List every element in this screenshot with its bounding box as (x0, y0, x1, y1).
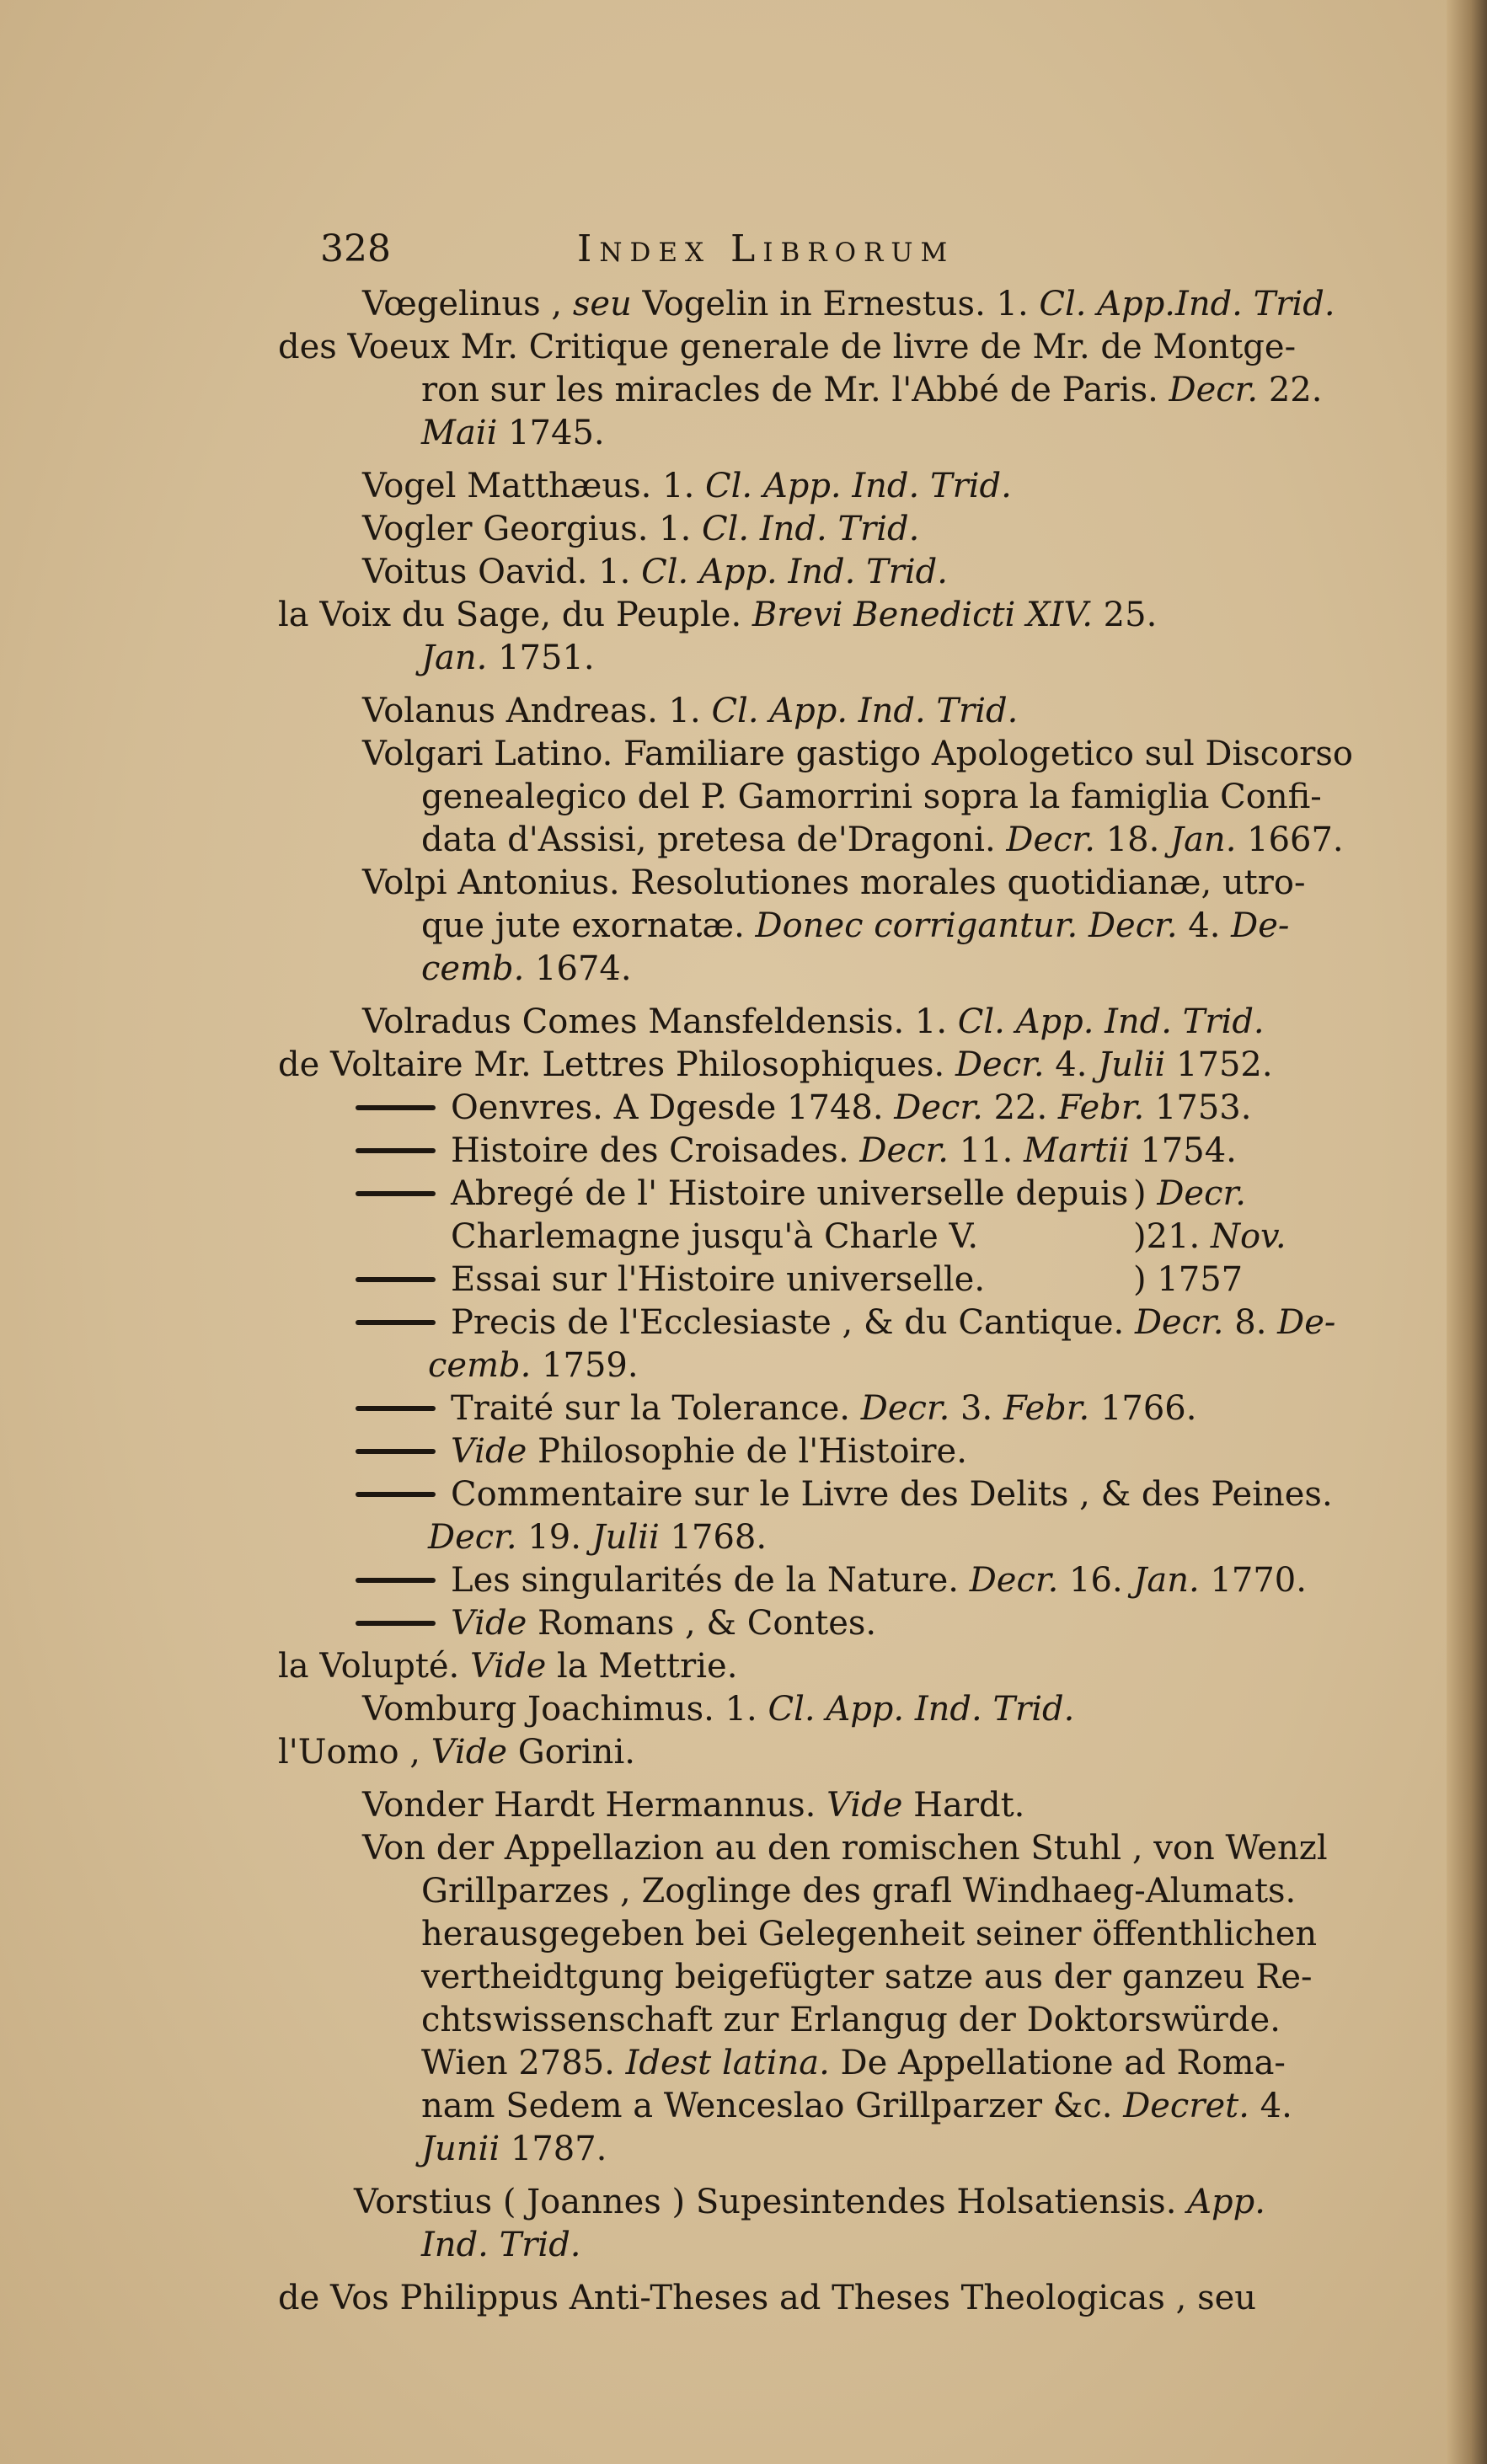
ditto-dash (356, 1578, 436, 1583)
entry-line: Les singularités de la Nature. Decr. 16. Jan. 1770. (278, 1559, 1340, 1602)
page-gutter (1447, 0, 1487, 2464)
entry-line: Junii 1787. (421, 2130, 607, 2168)
entry-line: la Voix du Sage, du Peuple. Brevi Benedicti XIV. 25. (278, 596, 1158, 634)
entry-line: Vide Romans , & Contes. (278, 1602, 1340, 1645)
entry-line: cemb. 1759. (428, 1346, 639, 1385)
entry-line: Volgari Latino. Familiare gastigo Apologetico sul Discorso (362, 735, 1354, 773)
entry-line: genealegico del P. Gamorrini sopra la famiglia Confi- (421, 778, 1322, 816)
entry-line: Decr. 19. Julii 1768. (428, 1518, 768, 1557)
running-header (278, 227, 1340, 283)
entry-line: chtswissenschaft zur Erlangug der Doktorswürde. (421, 2001, 1281, 2039)
entry-line: Jan. 1751. (421, 639, 595, 677)
entry-line: Vorstius ( Joannes ) Supesintendes Holsatiensis. App. (354, 2183, 1265, 2221)
entry-line: Vide Philosophie de l'Histoire. (278, 1430, 1340, 1473)
entry-line: des Voeux Mr. Critique generale de livre de Mr. de Montge- (278, 328, 1297, 366)
entry-line: ron sur les miracles de Mr. l'Abbé de Paris. Decr. 22. (421, 371, 1323, 409)
entry-line: Volanus Andreas. 1. Cl. App. Ind. Trid. (362, 692, 1019, 730)
entry-line: Volpi Antonius. Resolutiones morales quotidianæ, utro- (362, 863, 1306, 902)
entry-line: Histoire des Croisades. Decr. 11. Martii 1754. (278, 1130, 1340, 1173)
running-title: Index Librorum (577, 227, 955, 270)
ditto-dash (356, 1449, 436, 1454)
entry-line: Vogel Matthæus. 1. Cl. App. Ind. Trid. (362, 467, 1012, 505)
page-number: 328 (320, 227, 391, 270)
entry-line: l'Uomo , Vide Gorini. (278, 1733, 635, 1772)
entry-line: Precis de l'Ecclesiaste , & du Cantique. Decr. 8. De- (278, 1301, 1340, 1344)
entry-line: Traité sur la Tolerance. Decr. 3. Febr. 1766. (278, 1387, 1340, 1430)
entry-line: data d'Assisi, pretesa de'Dragoni. Decr. 18. Jan. 1667. (421, 820, 1344, 859)
ditto-dash (356, 1191, 436, 1196)
index-text (278, 227, 1354, 2320)
entry-line: de Voltaire Mr. Lettres Philosophiques. Decr. 4. Julii 1752. (278, 1045, 1273, 1084)
ditto-dash (356, 1492, 436, 1497)
entry-line: que jute exornatæ. Donec corrigantur. Decr. 4. De- (421, 906, 1290, 945)
entry-line: herausgegeben bei Gelegenheit seiner öffenthlichen (421, 1915, 1318, 1954)
entry-line: cemb. 1674. (421, 949, 632, 988)
entry-line: la Volupté. Vide la Mettrie. (278, 1647, 738, 1686)
entry-line: Vogler Georgius. 1. Cl. Ind. Trid. (362, 510, 920, 548)
entry-line: Grillparzes , Zoglinge des grafl Windhaeg-Alumats. (421, 1872, 1297, 1911)
ditto-dash (356, 1406, 436, 1411)
entry-line: Charlemagne jusqu'à Charle V. )21. Nov. (451, 1217, 1286, 1256)
entry-line: Vœgelinus , seu Vogelin in Ernestus. 1. Cl. App.Ind. Trid. (362, 285, 1335, 323)
entry-line: Voitus Oavid. 1. Cl. App. Ind. Trid. (362, 553, 948, 591)
entry-line: Oenvres. A Dgesde 1748. Decr. 22. Febr. 1753. (278, 1087, 1340, 1130)
entry-line: Maii 1745. (421, 414, 605, 452)
entry-line: Vonder Hardt Hermannus. Vide Hardt. (362, 1786, 1025, 1825)
entry-line: Abregé de l' Histoire universelle depuis ) Decr. (278, 1173, 1335, 1216)
ditto-dash (356, 1320, 436, 1325)
entry-line: vertheidtgung beigefügter satze aus der ganzeu Re- (421, 1958, 1313, 1996)
entry-line: nam Sedem a Wenceslao Grillparzer &c. Decret. 4. (421, 2087, 1292, 2125)
entry-line: Commentaire sur le Livre des Delits , & des Peines. (278, 1473, 1340, 1516)
entry-line: Vomburg Joachimus. 1. Cl. App. Ind. Trid. (362, 1690, 1075, 1729)
entry-line: Von der Appellazion au den romischen Stuhl , von Wenzl (362, 1829, 1328, 1868)
entry-line: de Vos Philippus Anti-Theses ad Theses Theologicas , seu (278, 2279, 1257, 2317)
entry-line: Essai sur l'Histoire universelle. ) 1757 (278, 1259, 1335, 1301)
entry-line: Volradus Comes Mansfeldensis. 1. Cl. App. Ind. Trid. (362, 1002, 1265, 1041)
entry-line: Wien 2785. Idest latina. De Appellatione ad Roma- (421, 2044, 1286, 2082)
ditto-dash (356, 1621, 436, 1626)
entry-line: Ind. Trid. (421, 2226, 581, 2264)
ditto-dash (356, 1277, 436, 1282)
ditto-dash (356, 1105, 436, 1110)
ditto-dash (356, 1148, 436, 1153)
